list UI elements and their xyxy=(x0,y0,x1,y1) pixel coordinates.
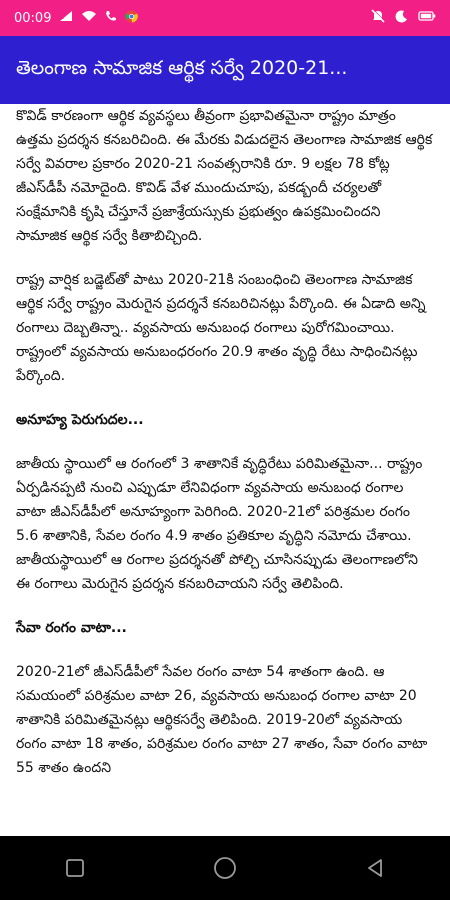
app-bar xyxy=(0,36,450,104)
home-button[interactable] xyxy=(195,848,255,888)
back-icon xyxy=(365,858,385,878)
article-paragraph: జాతీయ స్థాయిలో ఆ రంగంలో 3 శాతానికే వృద్ధిరేటు పరిమితమైనా... రాష్ట్రం ఏర్పడినప్పటి నుంచి ఎప్పుడూ లేనివిధంగా వ్యవసాయ అనుబంధ రంగాల వాటా జీఎస్‌డీపీలో అనూహ్యంగా పెరిగింది. 2020-21లో పరిశ్రమల రంగం 5.6 శాతానికి, సేవల రంగం 4.9 శాతం ప్రతికూల వృద్ధిని నమోదు చేశాయి. జాతీయస్థాయిలో ఆ రంగాల ప్రదర్శనతో పోల్చి చూసినప్పుడు తెలంగాణలోని ఈ రంగాలు మెరుగైన ప్రదర్శన కనబరిచాయని సర్వే తెలిపింది. xyxy=(16,456,423,592)
chrome-icon xyxy=(125,10,138,27)
signal-icon xyxy=(59,10,73,26)
article-subheading: అనూహ్య పెరుగుదల... xyxy=(16,412,144,428)
back-button[interactable] xyxy=(345,848,405,888)
svg-text:1: 1 xyxy=(61,15,65,21)
wifi-icon xyxy=(81,10,97,26)
article-content[interactable] xyxy=(0,104,450,836)
article-paragraph: 2020-21లో జీఎస్‌డీపీలో సేవల రంగం వాటా 54 శాతంగా ఉంది. ఆ సమయంలో పరిశ్రమల వాటా 26, వ్యవసాయ అనుబంధ రంగాల వాటా 20 శాతానికి పరిమితమైనట్లు ఆర్థికసర్వే తెలిపింది. 2019-20లో వ్యవసాయ రంగం వాటా 18 శాతం, పరిశ్రమల రంగం వాటా 27 శాతం, సేవా రంగం వాటా 55 శాతం ఉందని xyxy=(16,664,428,776)
home-icon xyxy=(212,855,238,881)
recents-button[interactable] xyxy=(45,848,105,888)
article-subheading: సేవా రంగం వాటా... xyxy=(16,620,127,636)
status-bar xyxy=(0,0,450,36)
call-icon xyxy=(105,10,117,26)
moon-icon xyxy=(395,10,408,27)
clock: 00:09 xyxy=(14,10,52,26)
battery-icon xyxy=(418,10,436,26)
page-title: తెలంగాణ సామాజిక ఆర్థిక సర్వే 2020-21... xyxy=(16,56,348,79)
navigation-bar xyxy=(0,836,450,900)
article-paragraph: కొవిడ్ కారణంగా ఆర్థిక వ్యవస్థలు తీవ్రంగా ప్రభావితమైనా రాష్ట్రం మాత్రం ఉత్తమ ప్రదర్శన కనబరిచింది. ఈ మేరకు విడుదలైన తెలంగాణ సామాజిక ఆర్థిక సర్వే వివరాల ప్రకారం 2020-21 సంవత్సరానికి రూ. 9 లక్షల 78 కోట్ల జీఎస్‌డీపీ నమోదైంది. కొవిడ్ వేళ ముందుచూపు, పకడ్బందీ చర్యలతో సంక్షేమానికి కృషి చేస్తూనే ప్రజాశ్రేయస్సుకు ప్రభుత్వం ఉపక్రమించిందని సామాజిక ఆర్థిక సర్వే కితాబిచ్చింది. xyxy=(16,108,433,244)
article-paragraph: రాష్ట్ర వార్షిక బడ్జెట్‌తో పాటు 2020-21కి సంబంధించి తెలంగాణ సామాజిక ఆర్థిక సర్వే రాష్ట్రం మెరుగైన ప్రదర్శనే కనబరిచినట్లు పేర్కొంది. ఈ ఏడాది అన్ని రంగాలు దెబ్బతిన్నా.. వ్యవసాయ అనుబంధ రంగాలు పురోగమించాయి. రాష్ట్రంలో వ్యవసాయ అనుబంధరంగం 20.9 శాతం వృద్ధి రేటు సాధించినట్లు పేర్కొంది. xyxy=(16,272,426,384)
mute-icon xyxy=(371,9,385,27)
recents-icon xyxy=(65,858,85,878)
